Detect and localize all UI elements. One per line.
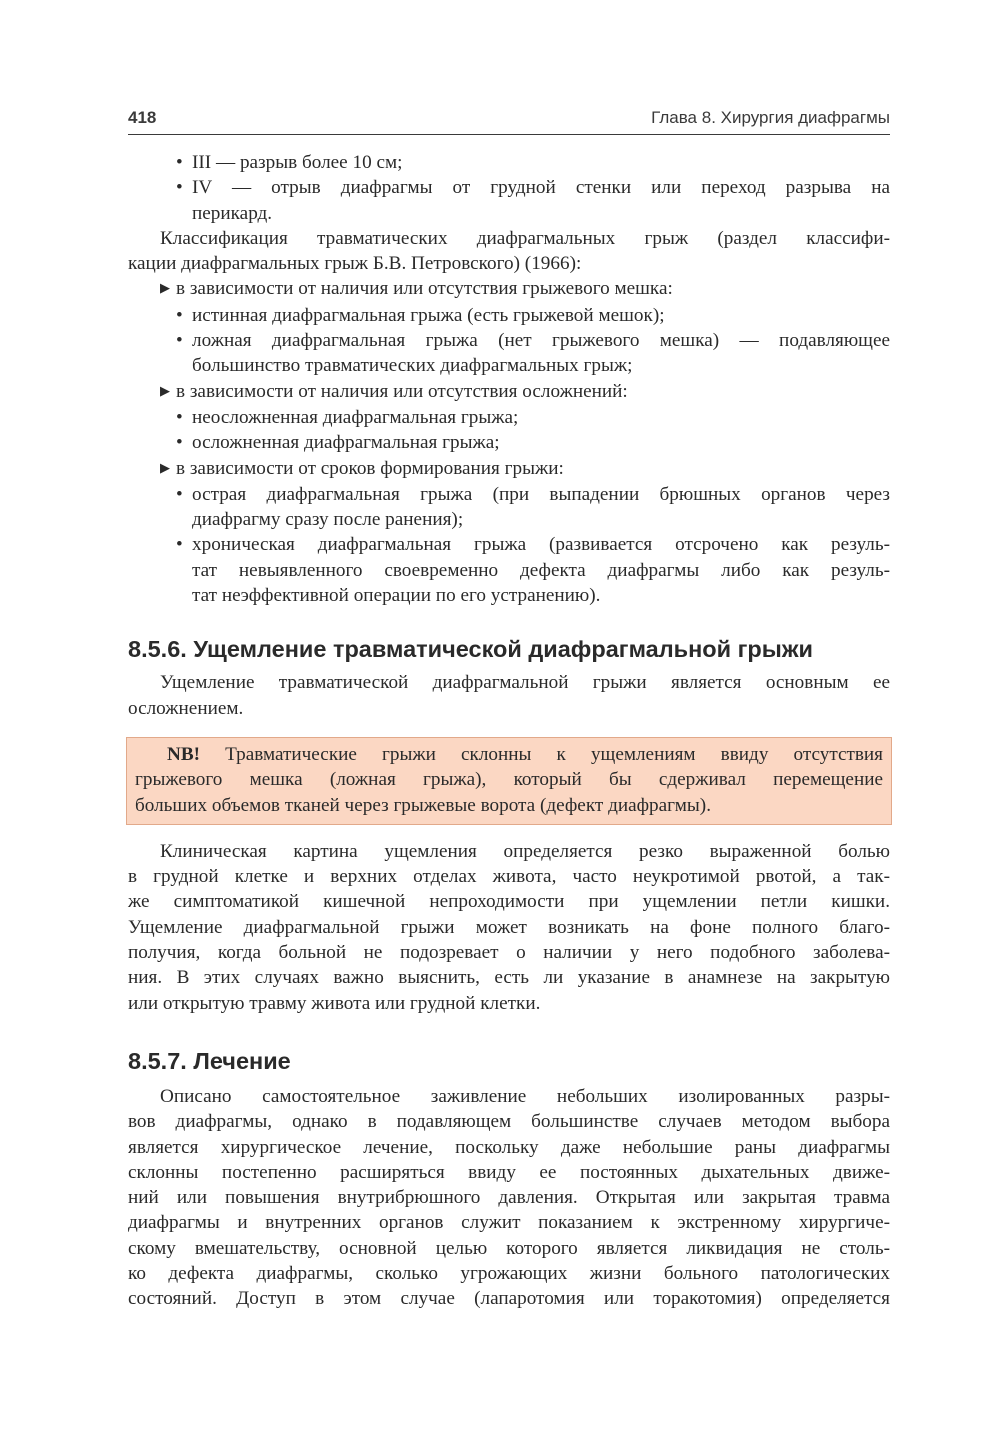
paragraph — [128, 226, 890, 277]
running-head: Глава 8. Хирургия диафрагмы — [651, 108, 890, 127]
nb-text: Травматические грыжи склонны к ущемлениям ввиду отсутствия — [200, 743, 883, 765]
paragraph — [128, 670, 890, 721]
section-heading: 8.5.6. Ущемление травматической диафрагмальной грыжи — [128, 636, 813, 663]
triangle-bullet-icon: ▶ — [160, 459, 170, 475]
paragraph-line: получия, когда больной не подозревает о наличии у него подобного заболева- — [128, 942, 890, 964]
list-item-text: диафрагму сразу после ранения); — [192, 509, 464, 531]
list-item-text: неосложненная диафрагмальная грыжа; — [192, 406, 519, 428]
paragraph-line: ний или повышения внутрибрюшного давления. Открытая или закрытая травма — [128, 1187, 890, 1209]
paragraph-line: скому вмешательству, основной целью которого является ликвидация не столь- — [128, 1237, 890, 1259]
list-item — [128, 532, 890, 557]
nb-text: больших объемов тканей через грыжевые ворота (дефект диафрагмы). — [135, 794, 711, 816]
nb-callout-box — [126, 737, 892, 825]
list-item — [128, 303, 890, 328]
list-item-text: истинная диафрагмальная грыжа (есть грыжевой мешок); — [192, 304, 665, 326]
list-item-text: III — разрыв более 10 см; — [192, 152, 403, 173]
list-item — [128, 150, 890, 175]
paragraph-line: Описано самостоятельное заживление небольших изолированных разры- — [160, 1085, 890, 1107]
paragraph — [128, 1084, 890, 1312]
bullet-icon: • — [176, 152, 183, 173]
group-heading — [128, 379, 890, 405]
bullet-icon: • — [176, 330, 183, 352]
group-heading — [128, 456, 890, 482]
list-item-text: тат невыявленного своевременно дефекта диафрагмы либо как резуль- — [192, 559, 890, 581]
list-item — [128, 482, 890, 507]
section-heading: 8.5.7. Лечение — [128, 1047, 291, 1074]
paragraph-line: ко дефекта диафрагмы, сколько угрожающих жизни больного патологических — [128, 1262, 890, 1284]
paragraph-line: является хирургическое лечение, поскольку даже небольшие раны диафрагмы — [128, 1136, 890, 1158]
paragraph-line: состояний. Доступ в этом случае (лапаротомия или торакотомия) определяется — [128, 1288, 890, 1310]
nb-text: грыжевого мешка (ложная грыжа), который бы сдерживал перемещение — [135, 769, 883, 791]
bullet-icon: • — [176, 483, 183, 505]
group-label: в зависимости от наличия или отсутствия грыжевого мешка: — [176, 278, 673, 300]
list-item-text: тат неэффективной операции по его устранению). — [192, 585, 601, 607]
page-content — [128, 150, 890, 1312]
paragraph-line: Ущемление диафрагмальной грыжи может возникать на фоне полного благо- — [128, 916, 890, 938]
page-header — [128, 104, 890, 135]
group-heading — [128, 276, 890, 302]
page-number: 418 — [128, 108, 157, 127]
bullet-icon: • — [176, 432, 183, 454]
bullet-icon: • — [176, 304, 183, 326]
list-item-text: перикард. — [192, 202, 273, 224]
paragraph-line: ния. В этих случаях важно выяснить, есть ли указание в анамнезе на закрытую — [128, 967, 890, 989]
triangle-bullet-icon: ▶ — [160, 280, 170, 296]
list-item-text: большинство травматических диафрагмальных грыж; — [192, 355, 633, 377]
list-item-text: осложненная диафрагмальная грыжа; — [192, 432, 500, 454]
paragraph-line: или открытую травму живота или грудной клетки. — [128, 992, 541, 1014]
paragraph — [128, 839, 890, 1016]
paragraph-line: вов диафрагмы, однако в подавляющем большинстве случаев методом выбора — [128, 1111, 890, 1133]
list-item-text: IV — отрыв диафрагмы от грудной стенки или переход разрыва на — [192, 177, 890, 199]
list-item — [128, 175, 890, 226]
list-item — [128, 405, 890, 430]
list-item-text: острая диафрагмальная грыжа (при выпадении брюшных органов через — [192, 483, 890, 505]
paragraph-line: Ущемление травматической диафрагмальной грыжи является основным ее — [160, 672, 890, 694]
list-item — [128, 328, 890, 353]
nb-label: NB! — [167, 743, 201, 765]
paragraph-line: Классификация травматических диафрагмальных грыж (раздел классифи- — [160, 227, 890, 249]
list-item-text: ложная диафрагмальная грыжа (нет грыжевого мешка) — подавляющее — [192, 330, 890, 352]
paragraph-line: же симптоматикой кишечной непроходимости при ущемлении петли кишки. — [128, 891, 890, 913]
paragraph-line: диафрагмы и внутренних органов служит показанием к экстренному хирургиче- — [128, 1212, 890, 1234]
bullet-icon: • — [176, 534, 183, 556]
bullet-icon: • — [176, 177, 183, 199]
paragraph-line: склонны постепенно расширяться ввиду ее постоянных дыхательных движе- — [128, 1161, 890, 1183]
paragraph-line: осложнением. — [128, 697, 244, 719]
group-label: в зависимости от сроков формирования грыжи: — [176, 457, 564, 479]
group-label: в зависимости от наличия или отсутствия осложнений: — [176, 380, 628, 402]
triangle-bullet-icon: ▶ — [160, 382, 170, 398]
paragraph-line: Клиническая картина ущемления определяется резко выраженной болью — [160, 840, 890, 862]
list-item-text: хроническая диафрагмальная грыжа (развивается отсрочено как резуль- — [192, 534, 890, 556]
paragraph-line: в грудной клетке и верхних отделах живота, часто неукротимой рвотой, а так- — [128, 866, 890, 888]
bullet-icon: • — [176, 406, 183, 428]
paragraph-line: кации диафрагмальных грыж Б.В. Петровского) (1966): — [128, 253, 582, 275]
list-item — [128, 430, 890, 455]
